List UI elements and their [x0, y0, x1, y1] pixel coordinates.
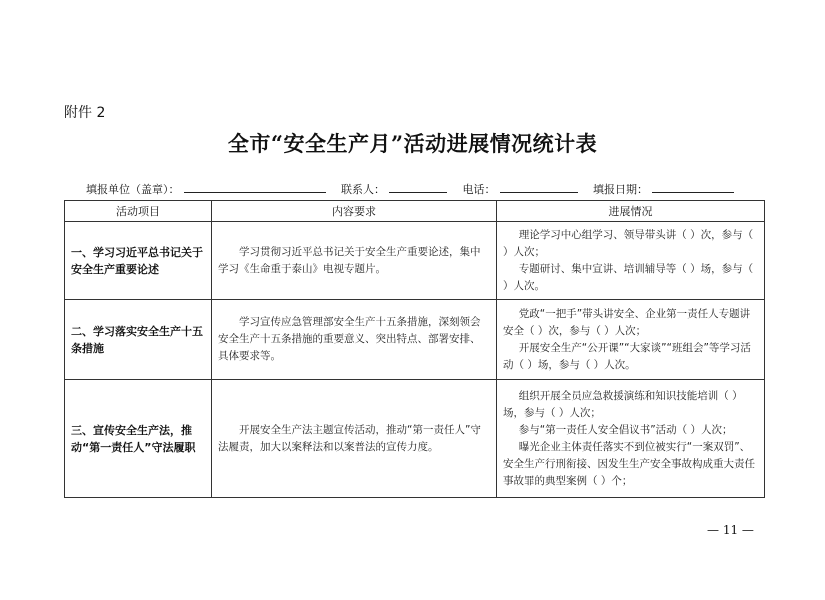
content-requirement: 开展安全生产法主题宣传活动，推动“第一责任人”守法履责，加大以案释法和以案普法的宣传力度。: [212, 380, 497, 498]
phone-field: [463, 181, 578, 197]
phone-label: 电话：: [462, 183, 496, 196]
page-title: 全市“安全生产月”活动进展情况统计表: [227, 131, 598, 156]
content-requirement: 学习贯彻习近平总书记关于安全生产重要论述，集中学习《生命重于泰山》电视专题片。: [212, 222, 497, 300]
fill-info-row: [86, 181, 746, 197]
progress-line: 党政“一把手”带头讲安全、企业第一责任人专题讲安全（ ）次，参与（ ）人次；: [503, 307, 751, 337]
table-header-row: [65, 201, 765, 222]
progress-cell: [497, 380, 765, 498]
header-progress: 进展情况: [497, 201, 765, 222]
progress-line: 开展安全生产“公开课”“大家谈”“班组会”等学习活动（ ）场，参与（ ）人次。: [503, 341, 751, 371]
attachment-label: 附件 2: [64, 105, 106, 121]
page-number: — 11 —: [707, 523, 754, 537]
progress-cell: [497, 222, 765, 300]
unit-field: [86, 181, 326, 197]
activity-item: 一、学习习近平总书记关于安全生产重要论述: [65, 222, 212, 300]
contact-blank: [389, 182, 447, 193]
header-activity: 活动项目: [65, 201, 212, 222]
progress-line: 组织开展全员应急救援演练和知识技能培训（ ）场，参与（ ）人次；: [503, 389, 743, 419]
activity-item: 三、宣传安全生产法，推动“第一责任人”守法履职: [65, 380, 212, 498]
progress-line: 参与“第一责任人安全倡议书”活动（ ）人次；: [518, 423, 733, 436]
table-row: [65, 222, 765, 300]
progress-cell: [497, 300, 765, 380]
table-row: [65, 300, 765, 380]
activity-item: 二、学习落实安全生产十五条措施: [65, 300, 212, 380]
date-field: [593, 181, 734, 197]
progress-line: 专题研讨、集中宣讲、培训辅导等（ ）场，参与（ ）人次。: [503, 262, 754, 292]
date-blank: [652, 182, 734, 193]
progress-line: 曝光企业主体责任落实不到位被实行“一案双罚”、安全生产行刑衔接、因发生生产安全事故构成重大责任事故罪的典型案例（ ）个；: [503, 440, 755, 487]
phone-blank: [500, 182, 578, 193]
header-content: 内容要求: [212, 201, 497, 222]
contact-label: 联系人：: [341, 183, 385, 196]
unit-label: 填报单位（盖章）：: [86, 183, 180, 196]
progress-line: 理论学习中心组学习、领导带头讲（ ）次，参与（ ）人次；: [503, 228, 754, 258]
table-row: [65, 380, 765, 498]
date-label: 填报日期：: [593, 183, 648, 196]
unit-blank: [184, 182, 326, 193]
contact-field: [341, 181, 447, 197]
content-requirement: 学习宣传应急管理部安全生产十五条措施，深刻领会安全生产十五条措施的重要意义、突出特点、部署安排、具体要求等。: [212, 300, 497, 380]
progress-table: [64, 200, 765, 498]
